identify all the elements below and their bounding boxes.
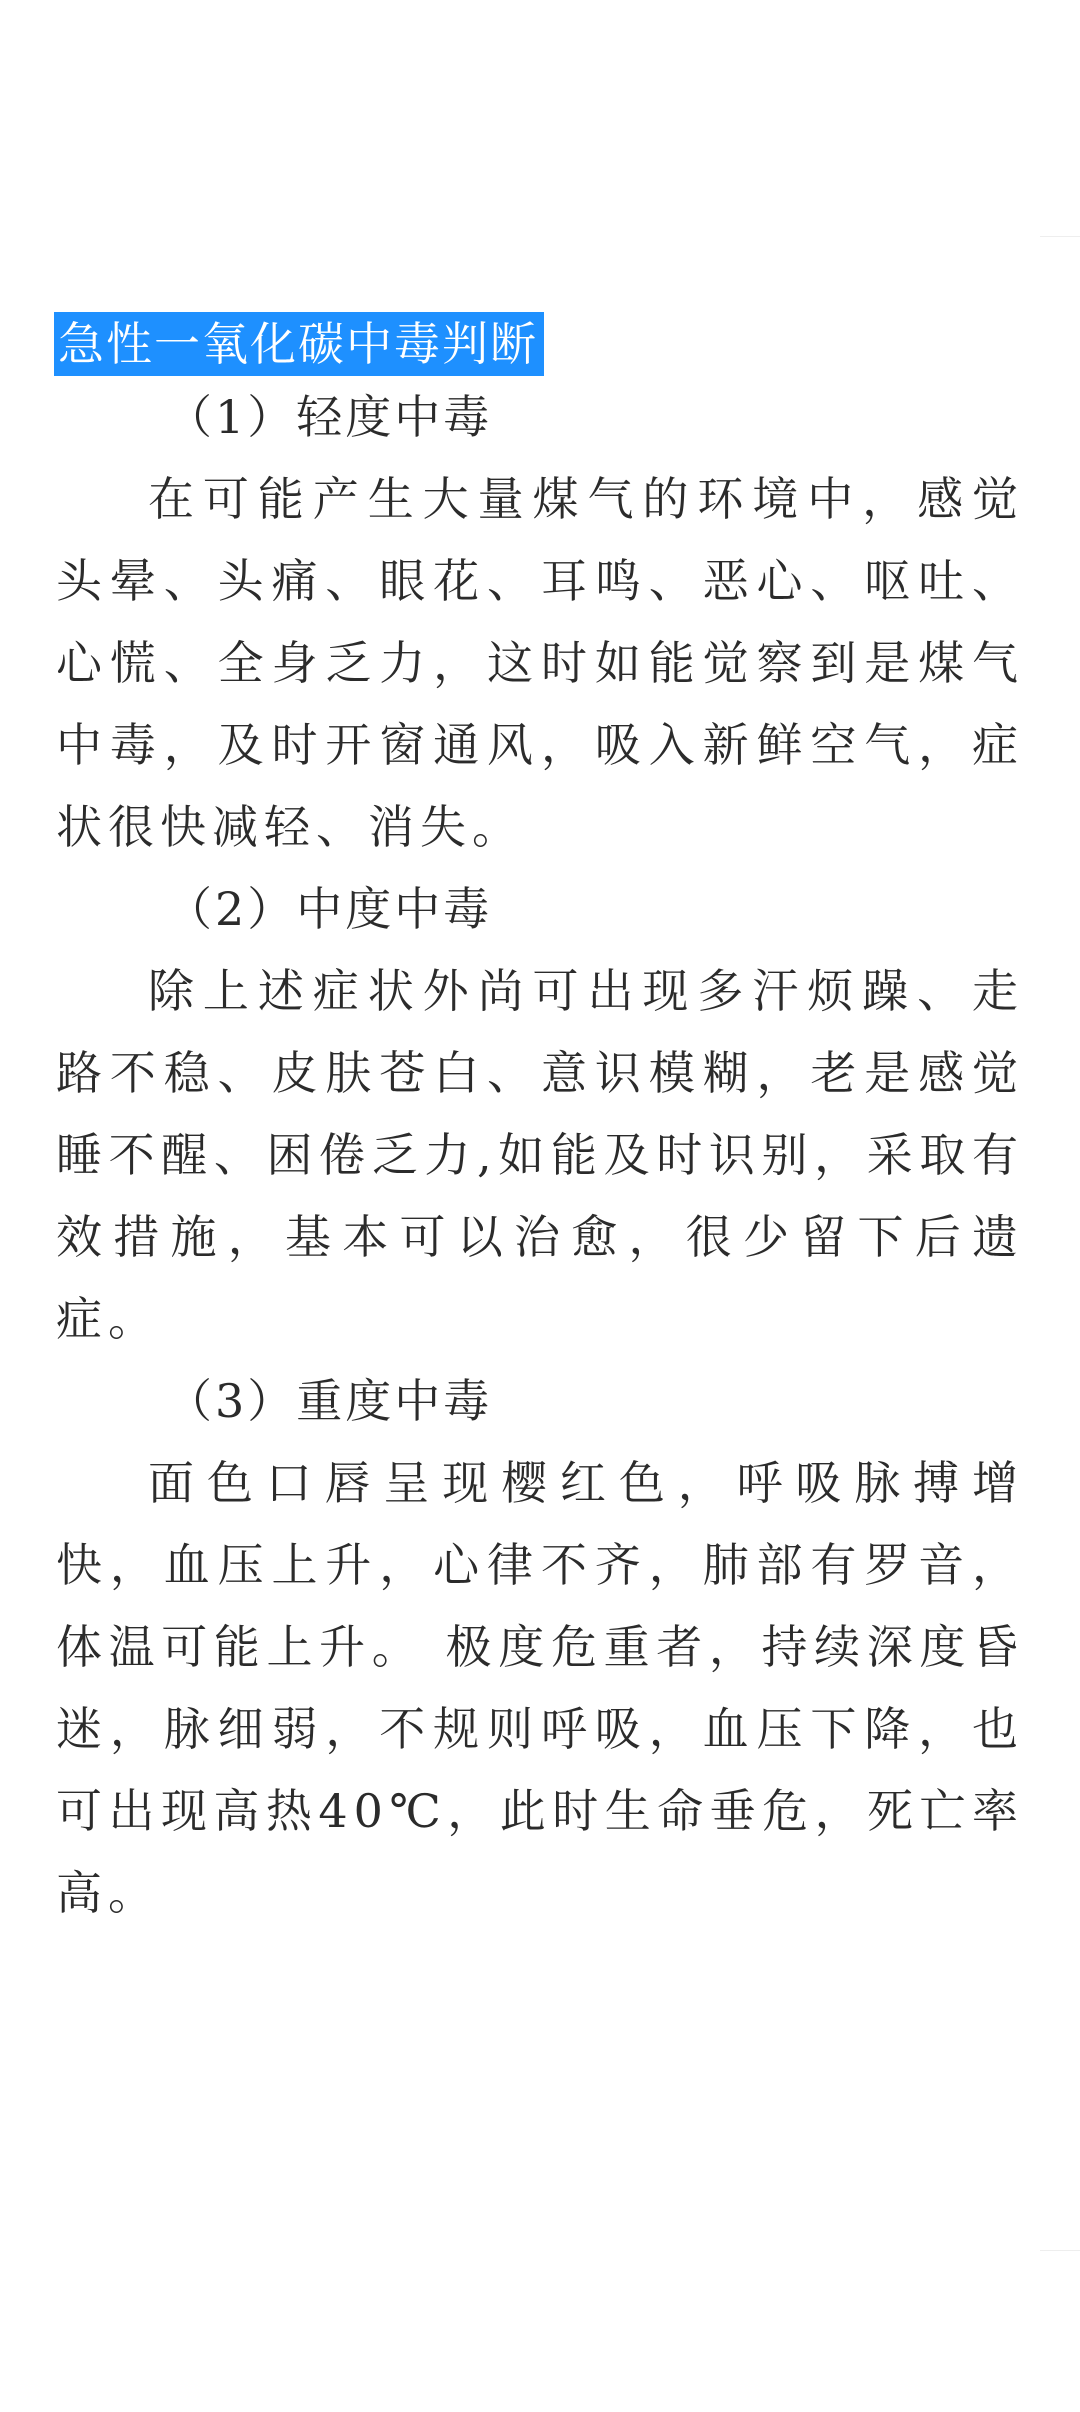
section-heading-severe: （3）重度中毒	[166, 1374, 493, 1428]
article	[56, 312, 1024, 1934]
section-body-severe: 面色口唇呈现樱红色，呼吸脉搏增快，血压上升，心律不齐，肺部有罗音，体温可能上升。 极度危重者，持续深度昏迷，脉细弱，不规则呼吸，血压下降，也可出现高热40℃，此时生命垂危，死亡率高。	[56, 1456, 1024, 1920]
section-heading-mild: （1）轻度中毒	[166, 390, 493, 444]
section-body-mild: 在可能产生大量煤气的环境中，感觉头晕、头痛、眼花、耳鸣、恶心、呕吐、心慌、全身乏力，这时如能觉察到是煤气中毒，及时开窗通风，吸入新鲜空气，症状很快减轻、消失。	[56, 472, 1024, 854]
section-body-moderate: 除上述症状外尚可出现多汗烦躁、走路不稳、皮肤苍白、意识模糊，老是感觉睡不醒、困倦乏力,如能及时识别，采取有效措施，基本可以治愈，很少留下后遗症。	[56, 964, 1024, 1346]
bottom-edge-divider	[1040, 2250, 1080, 2251]
article-title: 急性一氧化碳中毒判断	[54, 312, 544, 376]
section-heading-moderate: （2）中度中毒	[166, 882, 493, 936]
top-edge-divider	[1040, 236, 1080, 237]
